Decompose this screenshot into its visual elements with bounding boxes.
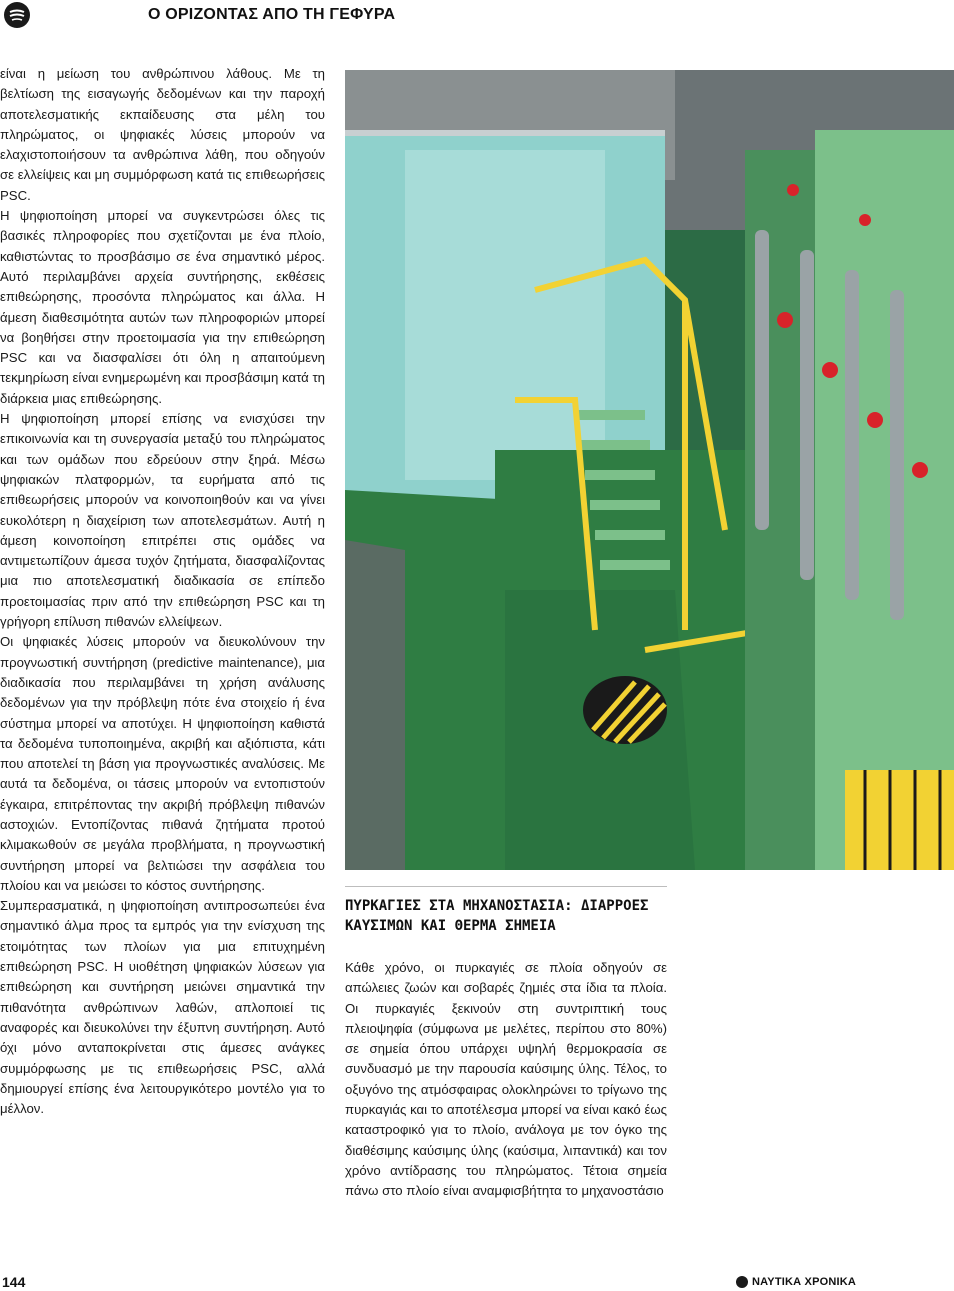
article-paragraph: είναι η μείωση του ανθρώπινου λάθους. Με τη βελτίωση της εισαγωγής δεδομένων και την παροχή αποτελεσματικής εκπαίδευσης στα μέλη του πληρώματος, οι ψηφιακές λύσεις μπορούν να ελαχιστοποιήσουν τα ανθρώπινα λάθη, που οδηγούν σε ελλείψεις και μη συμμόρφωση κατά τις επιθεωρήσεις PSC. xyxy=(0,66,325,203)
brand-logo-icon xyxy=(736,1276,748,1288)
brand-name: ΝΑΥΤΙΚΑ ΧΡΟΝΙΚΑ xyxy=(752,1276,857,1288)
sidebar-divider xyxy=(345,886,667,887)
sidebar-heading: ΠΥΡΚΑΓΙΕΣ ΣΤΑ ΜΗΧΑΝΟΣΤΑΣΙΑ: ΔΙΑΡΡΟΕΣ ΚΑΥΣΙΜΩΝ ΚΑΙ ΘΕΡΜΑ ΣΗΜΕΙΑ xyxy=(345,898,649,934)
magazine-logo-icon xyxy=(4,2,30,28)
page-number: 144 xyxy=(2,1274,26,1290)
article-paragraph: Οι ψηφιακές λύσεις μπορούν να διευκολύνουν την προγνωστική συντήρηση (predictive maintenance), μια διαδικασία που περιλαμβάνει τη χρήση ανάλυσης δεδομένων για την πρόβλεψη πότε ένα στοιχείο ή ένα σύστημα μπορεί να αποτύχει. Η ψηφιοποίηση καθιστά τα δεδομένα τυποποιημένα, ακριβή και αξιόπιστα, κάτι που αποτελεί τη βάση για προγνωστικές αναλύσεις. Με αυτά τα δεδομένα, οι τάσεις μπορούν να εντοπιστούν έγκαιρα, επιτρέποντας την ακριβή πρόβλεψη πιθανών αστοχιών. Εντοπίζοντας πιθανά ζητήματα προτού κλιμακωθούν σε μεγάλα προβλήματα, η προγνωστική συντήρηση μπορεί να βελτιώσει την ασφάλεια του πλοίου και να μειώσει το κόστος συντήρησης. xyxy=(0,634,325,893)
engine-room-photo xyxy=(345,70,954,870)
article-paragraph: Η ψηφιοποίηση μπορεί να συγκεντρώσει όλες τις βασικές πληροφορίες που σχετίζονται με ένα πλοίο, καθιστώντας το προσβάσιμο σε ένα σημαντικό μέρος. Αυτό περιλαμβάνει αρχεία συντήρησης, εκθέσεις επιθεώρησης, προσόντα πληρώματος και άλλα. Η άμεση διαθεσιμότητα αυτών των πληροφοριών μπορεί να βοηθήσει στην προετοιμασία για την επιθεώρηση PSC και να διασφαλίσει ότι όλη η απαιτούμενη τεκμηρίωση είναι ενημερωμένη και προσβάσιμη κατά τη διάρκεια μιας επιθεώρησης. xyxy=(0,208,325,406)
article-paragraph: Συμπερασματικά, η ψηφιοποίηση αντιπροσωπεύει ένα σημαντικό άλμα προς τα εμπρός για την ενίσχυση της ετοιμότητας των πλοίων για μια επιτυχημένη επιθεώρηση PSC. Η υιοθέτηση ψηφιακών λύσεων για επιθεώρηση και συντήρηση μειώνει σημαντικά την πιθανότητα ανθρώπινων λαθών, απλοποιεί τις αναφορές και διευκολύνει την έξυπνη συντήρηση. Αυτό όχι μόνο ανταποκρίνεται στις άμεσες ανάγκες συμμόρφωσης με τις επιθεωρήσεις PSC, αλλά δημιουργεί επίσης ένα λειτουργικότερο μοντέλο για το μέλλον. xyxy=(0,898,325,1117)
footer-brand xyxy=(736,1276,856,1288)
article-body xyxy=(0,64,325,1119)
section-title: Ο ΟΡΙΖΟΝΤΑΣ ΑΠΟ ΤΗ ΓΕΦΥΡΑ xyxy=(148,6,396,23)
article-paragraph: Η ψηφιοποίηση μπορεί επίσης να ενισχύσει την επικοινωνία και τη συνεργασία μεταξύ του πληρώματος και των ομάδων που εδρεύουν στην ξηρά. Μέσω ψηφιακών πλατφορμών, τα ευρήματα από τις επιθεωρήσεις μπορούν να κοινοποιηθούν και να γίνει ευκολότερη η διαχείριση των αποτελεσμάτων. Αυτή η άμεση κοινοποίηση επιτρέπει στις ομάδες να αντιμετωπίζουν άμεσα τυχόν ζητήματα, διασφαλίζοντας μια πιο αποτελεσματική διαδικασία σε επίπεδο προετοιμασίας πριν από την επιθεώρηση PSC και τη γρήγορη επίλυση πιθανών ελλείψεων. xyxy=(0,411,325,630)
sidebar-text: Κάθε χρόνο, οι πυρκαγιές σε πλοία οδηγούν σε απώλειες ζωών και σοβαρές ζημιές στα ίδια τα πλοία. Οι πυρκαγιές ξεκινούν στη συντριπτική τους πλειοψηφία (σύμφωνα με μελέτες, περίπου στο 80%) σε σημεία όπου υπάρχει υψηλή θερμοκρασία σε συνδυασμό με την παρουσία καύσιμης ύλης. Τέλος, το οξυγόνο της ατμόσφαιρας ολοκληρώνει το τρίγωνο της πυρκαγιάς και το αποτέλεσμα μπορεί να είναι κακό έως καταστροφικό για το πλοίο, ανάλογα με τον όγκο της διαθέσιμης καύσιμης ύλης (καύσιμα, λιπαντικά) και τον χρόνο αντίδρασης του πληρώματος. Τέτοια σημεία πάνω στο πλοίο είναι αναμφισβήτητα το μηχανοστάσιο xyxy=(345,960,667,1199)
